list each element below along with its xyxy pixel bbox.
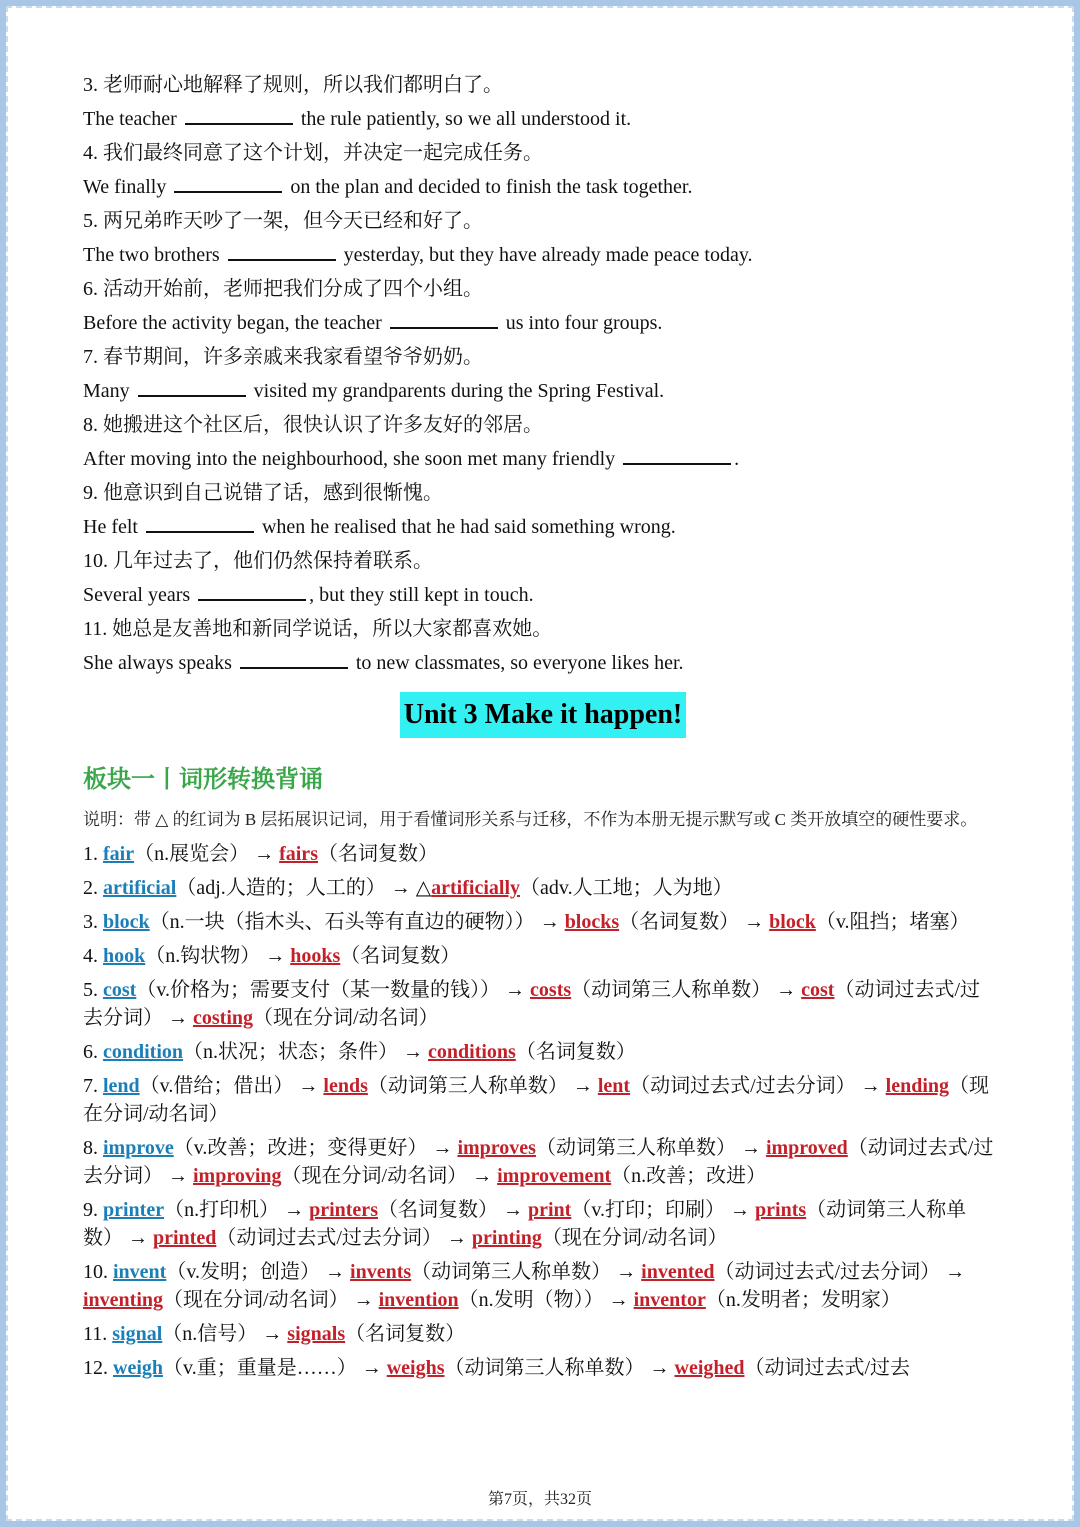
word-gloss: 11.: [83, 1323, 113, 1345]
arrow-icon: →: [500, 979, 531, 1001]
sentence-text-before: Before the activity began, the teacher: [83, 312, 387, 334]
word-gloss: （动词第三人称单数）: [83, 1199, 967, 1249]
arrow-icon: →: [534, 911, 565, 933]
arrow-icon: →: [855, 1075, 886, 1097]
base-word: signal: [112, 1323, 163, 1345]
derived-word: improves: [457, 1137, 536, 1159]
arrow-icon: →: [385, 877, 416, 899]
word-gloss: （v.阻挡；堵塞）: [815, 911, 970, 933]
arrow-icon: →: [320, 1261, 351, 1283]
word-gloss: （n.钩状物）: [145, 945, 261, 967]
derived-word: invents: [350, 1261, 412, 1283]
word-gloss: （现在分词/动名词）: [163, 1289, 349, 1311]
arrow-icon: →: [163, 1165, 193, 1187]
fill-in-blank[interactable]: [146, 513, 254, 533]
derived-word: hooks: [290, 945, 341, 967]
base-word: cost: [103, 979, 137, 1001]
arrow-icon: →: [356, 1357, 387, 1379]
arrow-icon: →: [611, 1261, 642, 1283]
derived-word: fairs: [279, 843, 318, 865]
derived-word: improvement: [497, 1165, 612, 1187]
fill-in-blank[interactable]: [390, 309, 498, 329]
arrow-icon: →: [398, 1041, 429, 1063]
vocab-item: [83, 874, 998, 902]
sentence-text-after: visited my grandparents during the Spring Festival.: [248, 380, 665, 402]
exercise-english-sentence: [83, 646, 1003, 680]
vocab-item: [83, 1196, 998, 1252]
base-word: lend: [103, 1075, 140, 1097]
word-gloss: 5.: [83, 979, 103, 1001]
sentence-text-after: us into four groups.: [500, 312, 663, 334]
word-gloss: （v.打印；印刷）: [571, 1199, 726, 1221]
sentence-text-after: , but they still kept in touch.: [309, 584, 534, 606]
sentence-text-after: on the plan and decided to finish the task together.: [285, 176, 693, 198]
sentence-text-after: to new classmates, so everyone likes her.: [350, 652, 684, 674]
derived-word: invented: [641, 1261, 715, 1283]
word-gloss: （名词复数）: [345, 1323, 466, 1345]
derived-word: weighs: [386, 1357, 445, 1379]
word-gloss: （动词过去式/过去分词）: [714, 1261, 941, 1283]
word-gloss: 2.: [83, 877, 103, 899]
word-gloss: （动词第三人称单数）: [535, 1137, 736, 1159]
arrow-icon: →: [163, 1007, 193, 1029]
fill-in-blank[interactable]: [185, 105, 293, 125]
exercise-english-sentence: [83, 510, 1003, 544]
derived-word: printing: [471, 1227, 542, 1249]
base-word: invent: [113, 1261, 167, 1283]
word-gloss: （n.信号）: [162, 1323, 258, 1345]
word-gloss: （现在分词/动名词）: [83, 1075, 989, 1125]
derived-word: weighed: [674, 1357, 745, 1379]
derived-word: lent: [597, 1075, 631, 1097]
word-gloss: （n.一块（指木头、石头等有直边的硬物））: [149, 911, 535, 933]
word-gloss: （动词过去式/过去分词）: [83, 1137, 994, 1187]
word-gloss: 12.: [83, 1357, 113, 1379]
sentence-text-before: He felt: [83, 516, 143, 538]
vocab-item: [83, 942, 998, 970]
word-gloss: 6.: [83, 1041, 103, 1063]
word-gloss: （n.发明者；发明家）: [705, 1289, 901, 1311]
derived-word: costs: [530, 979, 572, 1001]
exercise-english-sentence: [83, 238, 1003, 272]
exercise-english-sentence: [83, 170, 1003, 204]
derived-word: blocks: [564, 911, 620, 933]
word-gloss: （v.借给；借出）: [139, 1075, 294, 1097]
derived-word: improved: [765, 1137, 848, 1159]
sentence-text-after: yesterday, but they have already made peace today.: [338, 244, 753, 266]
word-gloss: （动词过去式/过去: [744, 1357, 911, 1379]
arrow-icon: →: [739, 911, 770, 933]
section-heading: 板块一丨词形转换背诵: [83, 765, 323, 793]
word-gloss: 7.: [83, 1075, 103, 1097]
arrow-icon: →: [467, 1165, 498, 1187]
base-word: improve: [103, 1137, 174, 1159]
derived-word: signals: [287, 1323, 346, 1345]
base-word: weigh: [113, 1357, 163, 1379]
arrow-icon: →: [603, 1289, 634, 1311]
word-gloss: （现在分词/动名词）: [253, 1007, 439, 1029]
word-gloss: （n.打印机）: [164, 1199, 280, 1221]
word-gloss: （n.状况；状态；条件）: [183, 1041, 399, 1063]
derived-word: conditions: [428, 1041, 516, 1063]
translation-exercises: [83, 68, 1003, 680]
exercise-english-sentence: [83, 442, 1003, 476]
fill-in-blank[interactable]: [623, 445, 731, 465]
derived-word: print: [527, 1199, 572, 1221]
fill-in-blank[interactable]: [198, 581, 306, 601]
base-word: artificial: [103, 877, 177, 899]
word-gloss: （动词过去式/过去分词）: [630, 1075, 856, 1097]
fill-in-blank[interactable]: [228, 241, 336, 261]
sentence-text-before: The two brothers: [83, 244, 225, 266]
arrow-icon: →: [771, 979, 802, 1001]
sentence-text-before: The teacher: [83, 108, 182, 130]
exercise-chinese-sentence: 7. 春节期间，许多亲戚来我家看望爷爷奶奶。: [83, 346, 483, 368]
base-word: condition: [103, 1041, 184, 1063]
derived-word: inventing: [83, 1289, 164, 1311]
word-gloss: （动词第三人称单数）: [571, 979, 772, 1001]
word-gloss: 3.: [83, 911, 103, 933]
fill-in-blank[interactable]: [138, 377, 246, 397]
arrow-icon: →: [293, 1075, 324, 1097]
word-gloss: （动词第三人称单数）: [411, 1261, 612, 1283]
word-gloss: 9.: [83, 1199, 103, 1221]
word-gloss: （动词过去式/过去分词）: [216, 1227, 442, 1249]
sentence-text-before: Several years: [83, 584, 196, 606]
arrow-icon: →: [644, 1357, 675, 1379]
arrow-icon: →: [260, 945, 291, 967]
base-word: block: [103, 911, 150, 933]
exercise-chinese-sentence: 4. 我们最终同意了这个计划，并决定一起完成任务。: [83, 142, 543, 164]
vocab-item: [83, 908, 998, 936]
exercise-chinese-sentence: 10. 几年过去了，他们仍然保持着联系。: [83, 550, 433, 572]
arrow-icon: →: [348, 1289, 379, 1311]
fill-in-blank[interactable]: [240, 649, 348, 669]
word-gloss: 1.: [83, 843, 103, 865]
derived-word: improving: [193, 1165, 282, 1187]
base-word: fair: [103, 843, 135, 865]
arrow-icon: →: [257, 1323, 288, 1345]
sentence-text-after: the rule patiently, so we all understood it.: [295, 108, 632, 130]
vocab-item: [83, 1072, 998, 1128]
vocab-item: [83, 840, 998, 868]
word-gloss: （名词复数）: [340, 945, 461, 967]
vocab-list: [83, 840, 1003, 1382]
sentence-text-before: Many: [83, 380, 135, 402]
sentence-text-before: After moving into the neighbourhood, she soon met many friendly: [83, 448, 621, 470]
arrow-icon: →: [427, 1137, 458, 1159]
sentence-text-after: when he realised that he had said something wrong.: [256, 516, 676, 538]
derived-word: printed: [153, 1227, 217, 1249]
unit-title: Unit 3 Make it happen!: [400, 692, 686, 738]
base-word: printer: [103, 1199, 165, 1221]
derived-word: cost: [801, 979, 835, 1001]
word-gloss: （n.发明（物））: [458, 1289, 604, 1311]
fill-in-blank[interactable]: [174, 173, 282, 193]
sentence-text-before: She always speaks: [83, 652, 237, 674]
word-gloss: （名词复数）: [377, 1199, 498, 1221]
exercise-chinese-sentence: 5. 两兄弟昨天吵了一架，但今天已经和好了。: [83, 210, 483, 232]
vocab-item: [83, 1320, 998, 1348]
derived-word: prints: [755, 1199, 807, 1221]
arrow-icon: →: [567, 1075, 598, 1097]
arrow-icon: →: [735, 1137, 766, 1159]
word-gloss: 10.: [83, 1261, 113, 1283]
word-gloss: （名词复数）: [619, 911, 740, 933]
sentence-text-before: We finally: [83, 176, 172, 198]
base-word: hook: [103, 945, 146, 967]
exercise-english-sentence: [83, 306, 1003, 340]
exercise-chinese-sentence: 6. 活动开始前，老师把我们分成了四个小组。: [83, 278, 483, 300]
derived-word: block: [769, 911, 816, 933]
exercise-english-sentence: [83, 578, 1003, 612]
page-footer: 第7页，共32页: [487, 1491, 592, 1508]
page-content: [83, 68, 1003, 1382]
arrow-icon: →: [940, 1261, 966, 1283]
word-gloss: （动词过去式/过去分词）: [83, 979, 981, 1029]
word-gloss: （v.价格为；需要支付（某一数量的钱））: [136, 979, 501, 1001]
derived-word: inventor: [633, 1289, 706, 1311]
derived-word: costing: [193, 1007, 253, 1029]
derived-word: printers: [309, 1199, 378, 1221]
word-gloss: （adv.人工地；人为地）: [520, 877, 733, 899]
vocab-item: [83, 1258, 998, 1314]
exercise-chinese-sentence: 11. 她总是友善地和新同学说话，所以大家都喜欢她。: [83, 618, 553, 640]
vocab-item: [83, 1354, 998, 1382]
arrow-icon: →: [279, 1199, 310, 1221]
word-gloss: （名词复数）: [515, 1041, 636, 1063]
word-gloss: △: [415, 877, 432, 899]
word-gloss: （v.改善；改进；变得更好）: [173, 1137, 428, 1159]
sentence-text-after: .: [734, 448, 740, 470]
word-gloss: （v.重；重量是……）: [163, 1357, 357, 1379]
word-gloss: （n.改善；改进）: [611, 1165, 767, 1187]
derived-word: lending: [885, 1075, 949, 1097]
word-gloss: （名词复数）: [317, 843, 438, 865]
word-gloss: （现在分词/动名词）: [541, 1227, 728, 1249]
word-gloss: （现在分词/动名词）: [281, 1165, 468, 1187]
exercise-chinese-sentence: 9. 他意识到自己说错了话，感到很惭愧。: [83, 482, 443, 504]
vocab-item: [83, 976, 998, 1032]
word-gloss: （动词第三人称单数）: [367, 1075, 568, 1097]
word-gloss: （v.发明；创造）: [166, 1261, 321, 1283]
word-gloss: （n.展览会）: [134, 843, 250, 865]
vocab-item: [83, 1038, 998, 1066]
derived-word: artificially: [431, 877, 520, 899]
derived-word: invention: [378, 1289, 459, 1311]
arrow-icon: →: [441, 1227, 472, 1249]
word-gloss: （动词第三人称单数）: [444, 1357, 645, 1379]
arrow-icon: →: [725, 1199, 756, 1221]
arrow-icon: →: [249, 843, 280, 865]
exercise-chinese-sentence: 8. 她搬进这个社区后，很快认识了许多友好的邻居。: [83, 414, 543, 436]
exercise-chinese-sentence: 3. 老师耐心地解释了规则，所以我们都明白了。: [83, 74, 503, 96]
unit-title-wrap: [83, 692, 1003, 744]
word-gloss: 4.: [83, 945, 103, 967]
arrow-icon: →: [497, 1199, 528, 1221]
exercise-english-sentence: [83, 374, 1003, 408]
vocab-item: [83, 1134, 998, 1190]
section-note: 说明：带 △ 的红词为 B 层拓展识记词，用于看懂词形关系与迁移，不作为本册无提示默写或 C 类开放填空的硬性要求。: [83, 810, 978, 829]
word-gloss: 8.: [83, 1137, 103, 1159]
exercise-english-sentence: [83, 102, 1003, 136]
word-gloss: （adj.人造的；人工的）: [176, 877, 386, 899]
derived-word: lends: [323, 1075, 368, 1097]
arrow-icon: →: [123, 1227, 153, 1249]
